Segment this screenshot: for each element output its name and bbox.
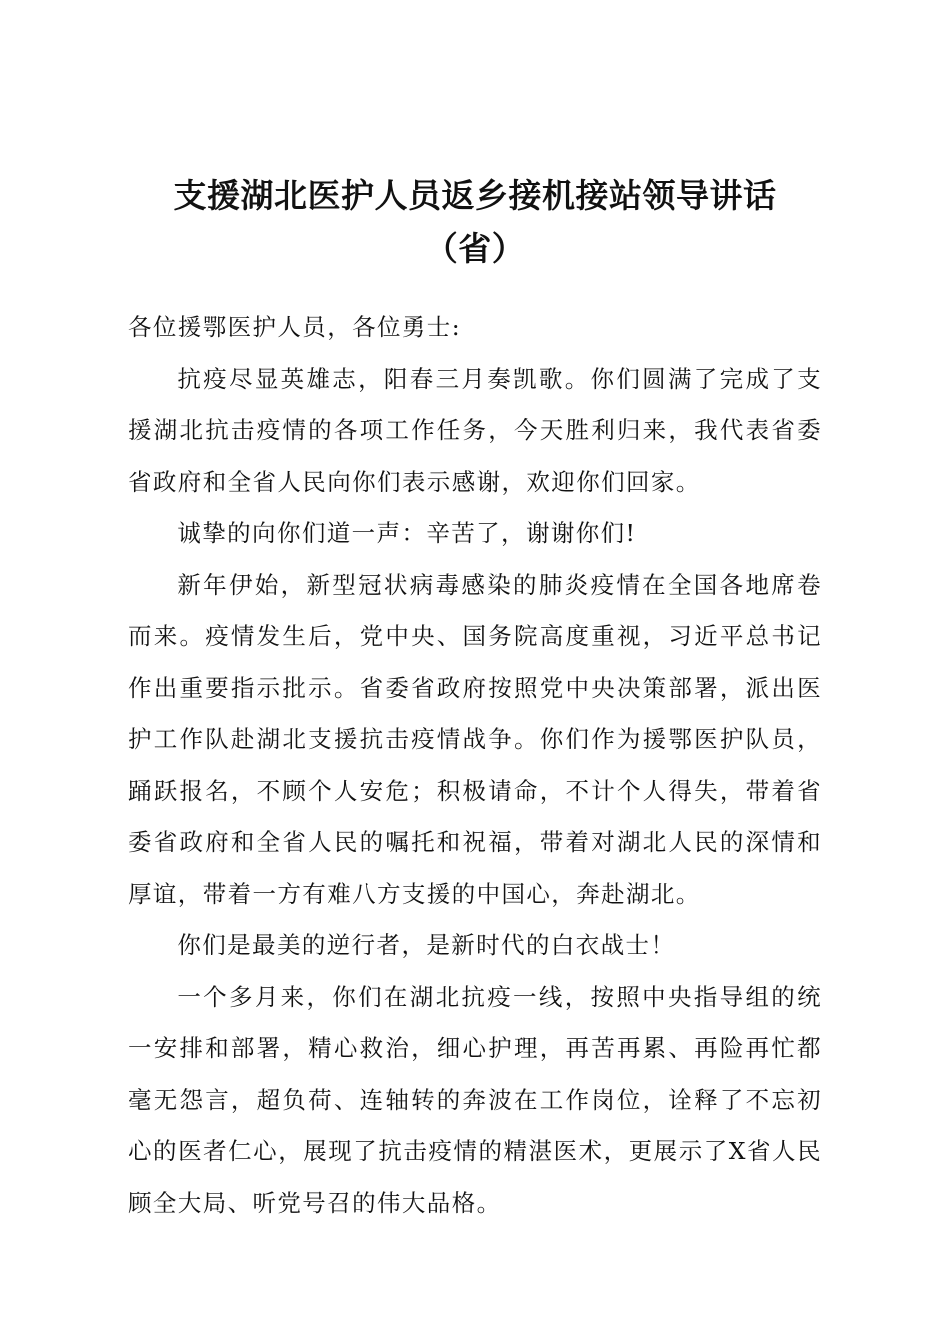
- document-body: [128, 302, 822, 1229]
- greeting: 各位援鄂医护人员，各位勇士:: [128, 313, 462, 341]
- paragraph: 抗疫尽显英雄志，阳春三月奏凯歌。你们圆满了完成了支援湖北抗击疫情的各项工作任务，今天胜利归来，我代表省委省政府和全省人民向你们表示感谢，欢迎你们回家。: [128, 364, 822, 496]
- paragraph: 一个多月来，你们在湖北抗疫一线，按照中央指导组的统一安排和部署，精心救治，细心护理，再苦再累、再险再忙都毫无怨言，超负荷、连轴转的奔波在工作岗位，诠释了不忘初心的医者仁心，展现了抗击疫情的精湛医术，更展示了X省人民顾全大局、听党号召的伟大品格。: [128, 982, 822, 1217]
- document-title-suffix: （省）: [424, 229, 526, 268]
- paragraph: 新年伊始，新型冠状病毒感染的肺炎疫情在全国各地席卷而来。疫情发生后，党中央、国务院高度重视，习近平总书记作出重要指示批示。省委省政府按照党中央决策部署，派出医护工作队赴湖北支援抗击疫情战争。你们作为援鄂医护队员，踊跃报名，不顾个人安危；积极请命，不计个人得失，带着省委省政府和全省人民的嘱托和祝福，带着对湖北人民的深情和厚谊，带着一方有难八方支援的中国心，奔赴湖北。: [128, 570, 822, 908]
- document-title: 支援湖北医护人员返乡接机接站领导讲话: [173, 176, 777, 215]
- paragraph: 你们是最美的逆行者，是新时代的白衣战士！: [177, 931, 676, 959]
- paragraph: 诚挚的向你们道一声：辛苦了，谢谢你们!: [177, 519, 637, 547]
